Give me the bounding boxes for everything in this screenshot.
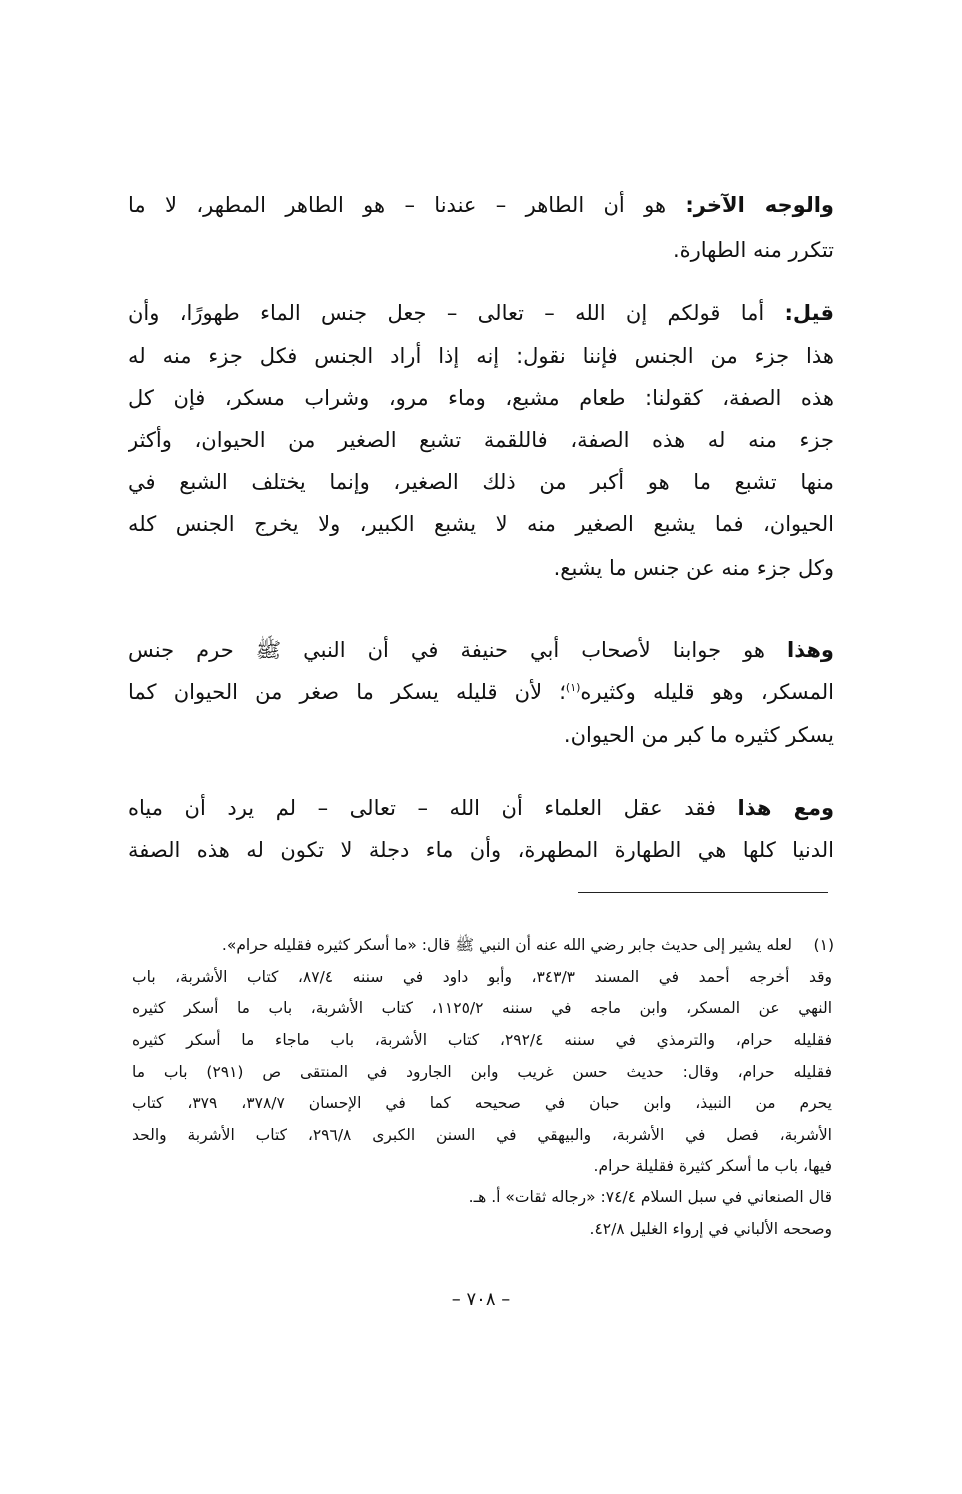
- footnote-line-7: الأشربة، فصل في الأشربة، والبيهقي في السنن الكبرى ٢٩٦/٨، كتاب الأشربة والحد: [132, 1126, 832, 1144]
- p3-text-2b: ؛ لأن قليله يسكر ما صغر من الحيوان كما: [128, 680, 566, 704]
- p4-lead: ومع هذا: [737, 796, 834, 820]
- p1-line-2: تتكرر منه الطهارة.: [672, 238, 834, 262]
- p2-line-5: منها تشبع ما هو أكبر من ذلك الصغير، وإنما يختلف الشبع في: [128, 470, 834, 494]
- footnote-line-1: لعله يشير إلى حديث جابر رضي الله عنه أن النبي ﷺ قال: «ما أسكر كثيره فقليله حرام».: [221, 936, 792, 954]
- footnote-line-8: فيها، باب ما أسكر كثيرة فقليلة حرام.: [593, 1157, 832, 1175]
- footnote-number: (١): [813, 936, 834, 954]
- p2-lead: قيل:: [784, 301, 834, 325]
- p2-line-7: وكل جزء منه عن جنس ما يشبع.: [553, 556, 834, 580]
- p3-line-1: [128, 629, 834, 671]
- p2-text: أما قولكم إن الله – تعالى – جعل جنس الماء طهورًا، وأن: [128, 301, 785, 325]
- p1-lead: والوجه الآخر:: [685, 193, 834, 217]
- p3-text-2: المسكر، وهو قليله وكثيره: [580, 680, 834, 704]
- p4-text: فقد عقل العلماء أن الله – تعالى – لم يرد أن مياه: [128, 796, 738, 820]
- footnote-divider: [578, 892, 828, 893]
- footnote-line-4: فقليله حرام، والترمذي في سننه ٢٩٢/٤، كتاب الأشربة، باب ماجاء ما أسكر كثيره: [132, 1031, 832, 1049]
- p1-text: هو أن الطاهر – عندنا – هو الطاهر المطهر، لا ما: [128, 193, 686, 217]
- p4-line-2: الدنيا كلها هي الطهارة المطهرة، وأن ماء دجلة لا تكون له هذه الصفة: [128, 838, 834, 862]
- footnote-line-5: فقليله حرام، وقال: حديث حسن غريب وابن الجارود في المنتقى ص (٢٩١) باب ما: [132, 1063, 832, 1081]
- p3-lead: وهذا: [787, 638, 834, 662]
- p2-line-6: الحيوان، فما يشبع الصغير منه لا يشبع الكبير، ولا يخرج الجنس كله: [128, 512, 834, 536]
- p3-text: هو جوابنا لأصحاب أبي حنيفة في أن النبي ﷺ حرم جنس: [128, 638, 788, 662]
- p2-line-4: جزء منه له هذه الصفة، فاللقمة تشبع الصغير من الحيوان، وأكثر: [128, 428, 834, 452]
- footnote-line-6: يحرم من النبيذ، وابن حبان في صحيحه كما في الإحسان ٣٧٨/٧، ٣٧٩، كتاب: [132, 1094, 832, 1112]
- page-number: – ٧٠٨ –: [451, 1289, 511, 1310]
- p2-line-2: هذا جزء من الجنس فإننا نقول: إنه إذا أراد الجنس فكل جزء منه له: [128, 344, 834, 368]
- footnote-line-10: وصححه الألباني في إرواء الغليل ٤٢/٨.: [589, 1220, 832, 1238]
- p2-line-1: [128, 292, 834, 334]
- footnote-line-3: النهي عن المسكر، وابن ماجه في سننه ١١٢٥/٢، كتاب الأشربة، باب ما أسكر كثيره: [132, 999, 832, 1017]
- p1-line-1: [128, 184, 834, 226]
- footnote-line-2: وقد أخرجه أحمد في المسند ٣٤٣/٣، وأبو داود في سننه ٨٧/٤، كتاب الأشربة، باب: [132, 968, 832, 986]
- p4-line-1: [128, 787, 834, 829]
- p3-line-3: يسكر كثيره ما كبر من الحيوان.: [563, 723, 834, 747]
- p2-line-3: هذه الصفة، كقولنا: طعام مشبع، وماء مرو، وشراب مسكر، فإن كل: [128, 386, 834, 410]
- p3-line-2: [128, 671, 834, 713]
- footnote-line-9: قال الصنعاني في سبل السلام ٧٤/٤: «رجاله ثقات» أ. هـ.: [468, 1188, 832, 1206]
- footnote-ref[interactable]: (١): [565, 681, 581, 694]
